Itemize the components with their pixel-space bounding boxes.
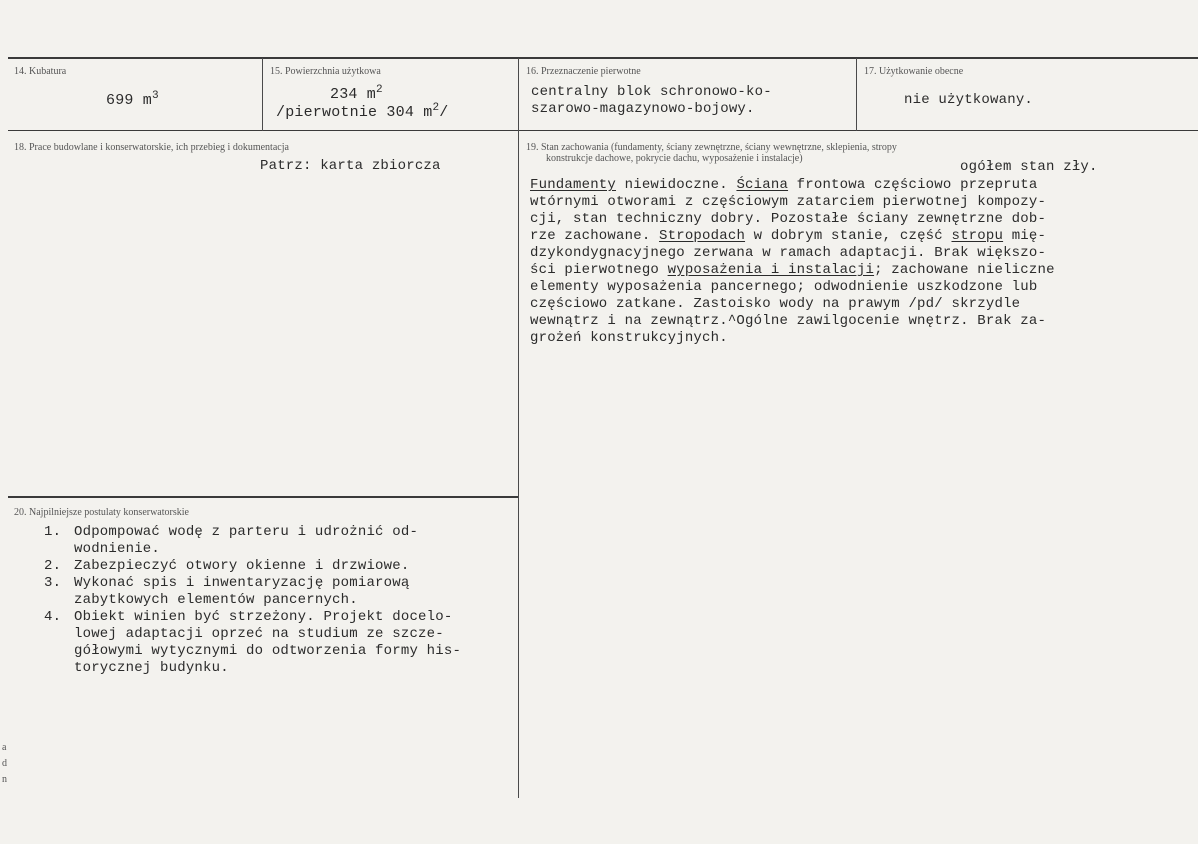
top-rule bbox=[8, 57, 1198, 59]
powierzchnia-value-1: 234 $m^2$ bbox=[330, 84, 383, 103]
kubatura-value: 699 $m^3$ bbox=[106, 90, 159, 109]
stan-line-8: częściowo zatkane. Zastoisko wody na prawym /pd/ skrzydle bbox=[530, 296, 1021, 312]
postulat-4-num: 4. bbox=[44, 609, 62, 625]
stan-line-9: wewnątrz i na zewnątrz.^Ogólne zawilgocenie wnętrz. Brak za- bbox=[530, 313, 1047, 329]
stan-line-7: elementy wyposażenia pancernego; odwodnienie uszkodzone lub bbox=[530, 279, 1038, 295]
row-divider-1 bbox=[8, 130, 1198, 131]
postulat-4-line-4: torycznej budynku. bbox=[74, 660, 229, 676]
kubatura-label: 14. Kubatura bbox=[14, 66, 67, 77]
przeznaczenie-line-2: szarowo-magazynowo-bojowy. bbox=[531, 101, 755, 117]
przeznaczenie-label: 16. Przeznaczenie pierwotne bbox=[526, 66, 641, 77]
margin-letter-3: n bbox=[2, 774, 7, 785]
przeznaczenie-line-1: centralny blok schronowo-ko- bbox=[531, 84, 772, 100]
stan-label-2: konstrukcje dachowe, pokrycie dachu, wyposażenie i instalacje) bbox=[546, 153, 803, 164]
stan-line-10: grożeń konstrukcyjnych. bbox=[530, 330, 728, 346]
uzytkowanie-label: 17. Użytkowanie obecne bbox=[864, 66, 964, 77]
col-divider-1 bbox=[262, 58, 263, 131]
stan-line-2: wtórnymi otworami z częściowym zatarciem pierwotnej kompozy- bbox=[530, 194, 1047, 210]
stan-line-5: dzykondygnacyjnego zerwana w ramach adaptacji. Brak większo- bbox=[530, 245, 1047, 261]
powierzchnia-value-2: /pierwotnie 304 $m^2/$ bbox=[276, 102, 449, 121]
postulat-2-num: 2. bbox=[44, 558, 62, 574]
prace-value: Patrz: karta zbiorcza bbox=[260, 158, 441, 174]
stan-line-4: rze zachowane. Stropodach w dobrym stanie, część stropu mię- bbox=[530, 228, 1047, 244]
margin-letter-1: a bbox=[2, 742, 7, 753]
margin-letter-2: d bbox=[2, 758, 7, 769]
stan-label-1: 19. Stan zachowania (fundamenty, ściany zewnętrzne, ściany wewnętrzne, sklepienia, stropy bbox=[526, 142, 897, 153]
postulaty-label: 20. Najpilniejsze postulaty konserwatorskie bbox=[14, 507, 189, 518]
postulat-1-num: 1. bbox=[44, 524, 62, 540]
section-20-divider bbox=[8, 496, 518, 498]
postulat-4-line-2: lowej adaptacji oprzeć na studium ze szcze- bbox=[74, 626, 444, 642]
postulat-3-line-1: Wykonać spis i inwentaryzację pomiarową bbox=[74, 575, 410, 591]
postulat-4-line-3: gółowymi wytycznymi do odtworzenia formy his- bbox=[74, 643, 462, 659]
powierzchnia-label: 15. Powierzchnia użytkowa bbox=[270, 66, 381, 77]
postulat-2-line-1: Zabezpieczyć otwory okienne i drzwiowe. bbox=[74, 558, 410, 574]
postulat-4-line-1: Obiekt winien być strzeżony. Projekt docelo- bbox=[74, 609, 453, 625]
stan-summary: ogółem stan zły. bbox=[960, 159, 1098, 175]
postulat-1-line-2: wodnienie. bbox=[74, 541, 161, 557]
prace-label: 18. Prace budowlane i konserwatorskie, ich przebieg i dokumentacja bbox=[14, 142, 289, 153]
uzytkowanie-value: nie użytkowany. bbox=[904, 92, 1034, 108]
stan-line-6: ści pierwotnego wyposażenia i instalacji; zachowane nieliczne bbox=[530, 262, 1055, 278]
postulat-3-line-2: zabytkowych elementów pancernych. bbox=[74, 592, 358, 608]
postulat-1-line-1: Odpompować wodę z parteru i udrożnić od- bbox=[74, 524, 419, 540]
col-divider-3 bbox=[856, 58, 857, 131]
stan-line-3: cji, stan techniczny dobry. Pozostałe ściany zewnętrzne dob- bbox=[530, 211, 1047, 227]
stan-line-1: Fundamenty niewidoczne. Ściana frontowa częściowo przepruta bbox=[530, 177, 1038, 193]
postulat-3-num: 3. bbox=[44, 575, 62, 591]
col-divider-2 bbox=[518, 58, 519, 798]
